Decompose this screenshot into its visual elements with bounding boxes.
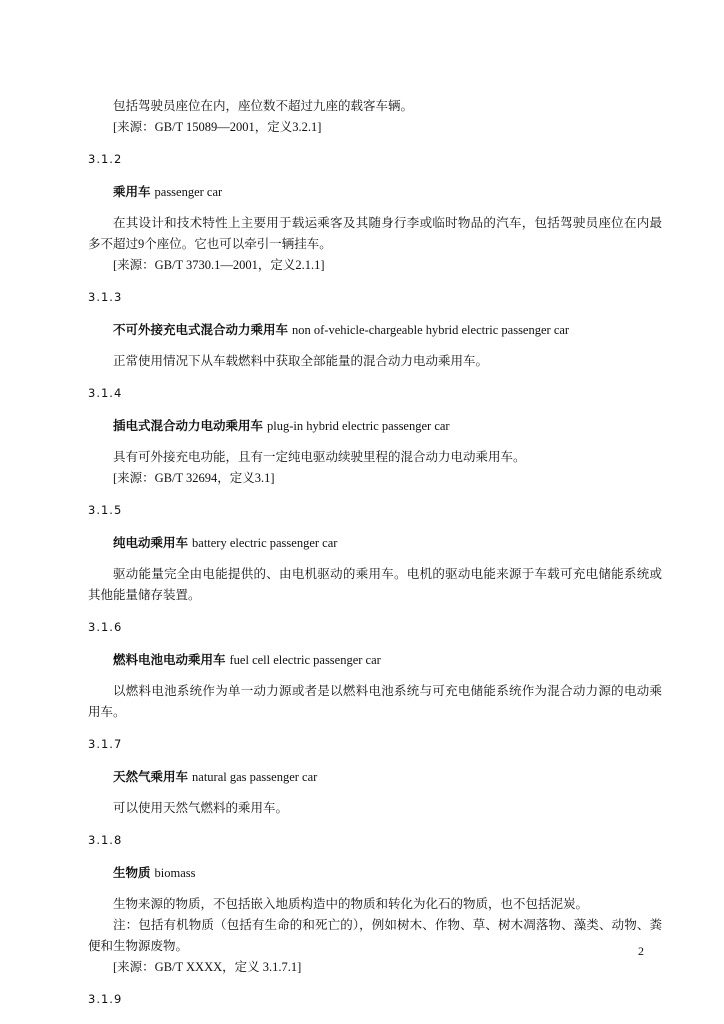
clause-3-1-4 bbox=[88, 383, 662, 489]
term-source: [来源：GB/T 32694，定义3.1] bbox=[113, 471, 275, 485]
clause-number: 3.1.8 bbox=[88, 833, 123, 847]
intro-source: [来源：GB/T 15089—2001，定义3.2.1] bbox=[113, 120, 322, 134]
clause-3-1-3 bbox=[88, 287, 662, 372]
clause-3-1-6 bbox=[88, 617, 662, 723]
term-zh: 天然气乘用车 bbox=[113, 769, 189, 784]
term-heading bbox=[88, 862, 662, 884]
term-source: [来源：GB/T XXXX，定义 3.1.7.1] bbox=[113, 960, 302, 974]
term-heading bbox=[88, 766, 662, 788]
clause-3-1-7 bbox=[88, 734, 662, 819]
term-definition: 驱动能量完全由电能提供的、由电机驱动的乘用车。电机的驱动电能来源于车载可充电储能系统或其他能量储存装置。 bbox=[88, 567, 662, 602]
term-en: natural gas passenger car bbox=[192, 770, 318, 784]
term-definition: 具有可外接充电功能，且有一定纯电驱动续驶里程的混合动力电动乘用车。 bbox=[113, 450, 526, 464]
clause-number: 3.1.5 bbox=[88, 503, 123, 517]
term-heading bbox=[88, 649, 662, 671]
term-heading bbox=[88, 532, 662, 554]
clause-number: 3.1.3 bbox=[88, 290, 123, 304]
clause-number: 3.1.6 bbox=[88, 620, 123, 634]
term-heading bbox=[88, 181, 662, 203]
term-en: non of-vehicle-chargeable hybrid electric passenger car bbox=[292, 323, 570, 337]
document-body bbox=[88, 96, 662, 1010]
term-zh: 生物质 bbox=[113, 865, 151, 880]
page-number: 2 bbox=[638, 944, 644, 958]
term-en: passenger car bbox=[154, 185, 223, 199]
term-definition: 正常使用情况下从车载燃料中获取全部能量的混合动力电动乘用车。 bbox=[113, 354, 489, 368]
term-heading bbox=[88, 415, 662, 437]
term-en: plug-in hybrid electric passenger car bbox=[267, 419, 450, 433]
term-en: fuel cell electric passenger car bbox=[229, 653, 381, 667]
clause-3-1-8 bbox=[88, 830, 662, 978]
clause-number: 3.1.2 bbox=[88, 152, 123, 166]
term-en: battery electric passenger car bbox=[192, 536, 338, 550]
term-zh: 不可外接充电式混合动力乘用车 bbox=[113, 322, 289, 337]
term-definition: 可以使用天然气燃料的乘用车。 bbox=[113, 801, 289, 815]
term-zh: 燃料电池电动乘用车 bbox=[113, 652, 226, 667]
term-definition: 生物来源的物质，不包括嵌入地质构造中的物质和转化为化石的物质，也不包括泥炭。 bbox=[113, 897, 589, 911]
clause-number: 3.1.4 bbox=[88, 386, 123, 400]
term-note: 注：包括有机物质（包括有生命的和死亡的），例如树木、作物、草、树木凋落物、藻类、动物、粪便和生物源废物。 bbox=[88, 918, 662, 953]
term-definition: 在其设计和技术特性上主要用于载运乘客及其随身行李或临时物品的汽车，包括驾驶员座位在内最多不超过9个座位。它也可以牵引一辆挂车。 bbox=[88, 216, 662, 251]
term-en: biomass bbox=[154, 866, 196, 880]
term-source: [来源：GB/T 3730.1—2001，定义2.1.1] bbox=[113, 258, 325, 272]
term-zh: 乘用车 bbox=[113, 184, 151, 199]
term-zh: 纯电动乘用车 bbox=[113, 535, 189, 550]
term-zh: 插电式混合动力电动乘用车 bbox=[113, 418, 264, 433]
term-heading bbox=[88, 319, 662, 341]
clause-3-1-2 bbox=[88, 149, 662, 276]
intro-definition: 包括驾驶员座位在内，座位数不超过九座的载客车辆。 bbox=[113, 99, 414, 113]
term-definition: 以燃料电池系统作为单一动力源或者是以燃料电池系统与可充电储能系统作为混合动力源的电动乘用车。 bbox=[88, 684, 662, 719]
clause-number-3-1-9: 3.1.9 bbox=[88, 992, 123, 1006]
clause-number: 3.1.7 bbox=[88, 737, 123, 751]
clause-3-1-5 bbox=[88, 500, 662, 606]
